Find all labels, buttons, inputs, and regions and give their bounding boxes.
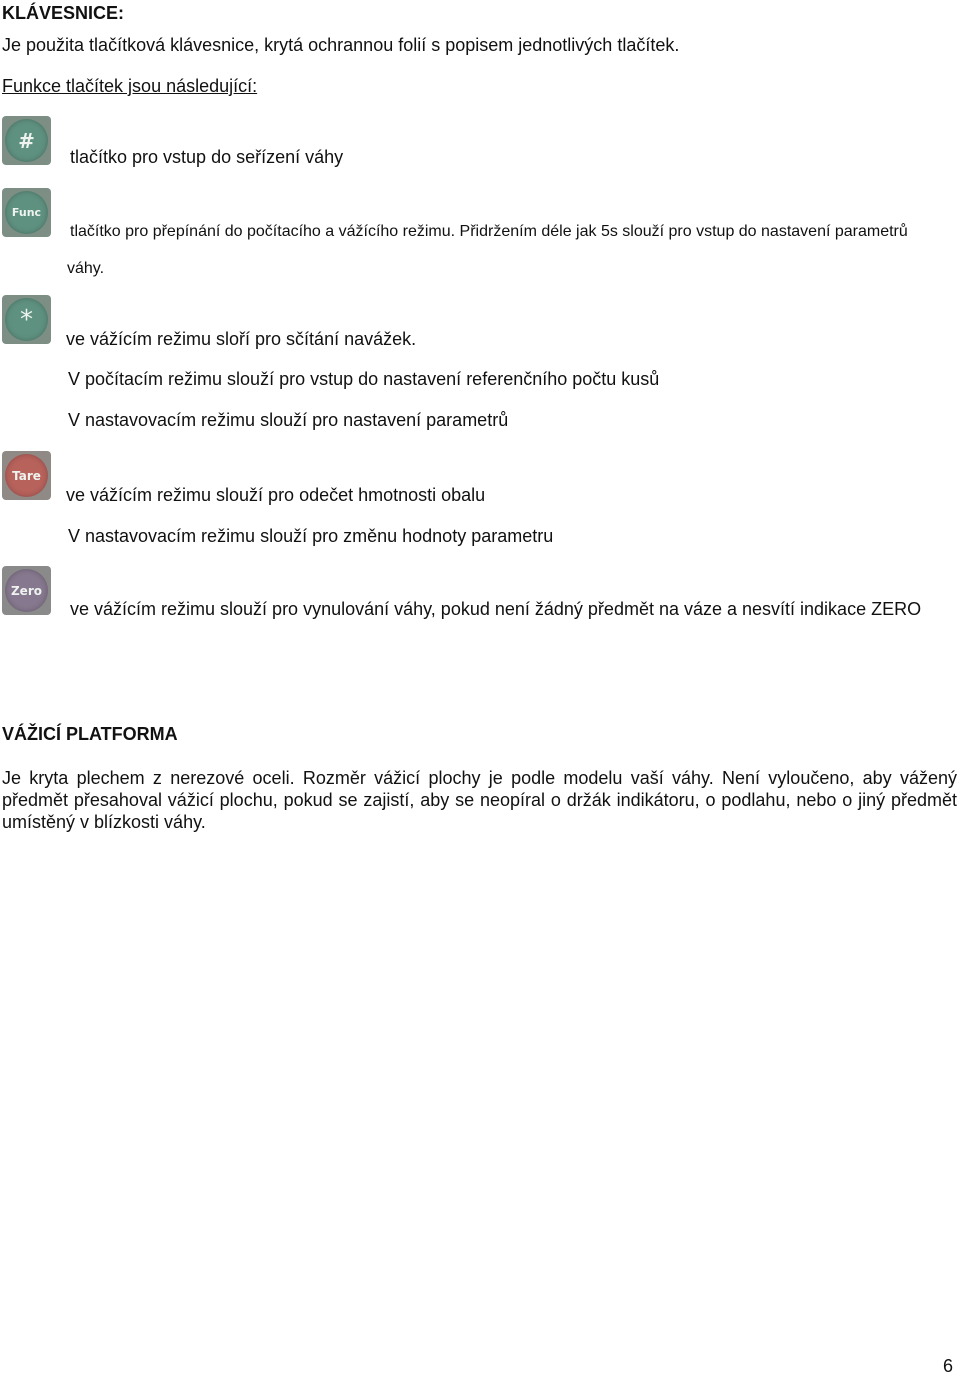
- tare-key-cap: Tare: [5, 454, 48, 497]
- platform-heading: VÁŽICÍ PLATFORMA: [2, 724, 178, 744]
- asterisk-key-description: ve vážícím režimu sloří pro sčítání navážek.: [66, 329, 417, 349]
- hash-key-description: tlačítko pro vstup do seřízení váhy: [70, 147, 344, 167]
- page-number: 6: [943, 1356, 954, 1376]
- zero-key-icon: [2, 566, 51, 615]
- asterisk-key-counting: V počítacím režimu slouží pro vstup do nastavení referenčního počtu kusů: [68, 369, 660, 389]
- functions-label: Funkce tlačítek jsou následující:: [2, 76, 258, 96]
- func-key-cap: Func: [5, 191, 48, 234]
- zero-key-cap: Zero: [5, 569, 48, 612]
- keyboard-heading: KLÁVESNICE:: [2, 3, 125, 23]
- hash-key-icon: [2, 116, 51, 165]
- func-key-description: tlačítko pro přepínání do počítacího a vážícího režimu. Přidržením déle jak 5s slouží pro vstup do nastavení parametrů: [70, 223, 908, 240]
- platform-body: Je kryta plechem z nerezové oceli. Rozměr vážicí plochy je podle modelu vaší váhy. Není vyloučeno, aby vážený předmět přesahoval vážicí plochu, pokud se zajistí, aby se neopíral o držák indikátoru, o podlahu, nebo o jiný předmět umístěný v blízkosti váhy.: [2, 768, 957, 832]
- asterisk-key-icon: [2, 295, 51, 344]
- hash-key-cap: #: [5, 119, 48, 162]
- func-key-description-cont: váhy.: [67, 260, 105, 277]
- keyboard-intro: Je použita tlačítková klávesnice, krytá ochrannou folií s popisem jednotlivých tlačítek.: [2, 35, 680, 55]
- zero-key-description: ve vážícím režimu slouží pro vynulování váhy, pokud není žádný předmět na váze a nesvítí indikace ZERO: [70, 599, 922, 619]
- asterisk-key-settings: V nastavovacím režimu slouží pro nastavení parametrů: [68, 410, 509, 430]
- asterisk-key-cap: *: [5, 298, 48, 341]
- func-key-icon: [2, 188, 51, 237]
- tare-key-description: ve vážícím režimu slouží pro odečet hmotnosti obalu: [66, 485, 486, 505]
- tare-key-settings: V nastavovacím režimu slouží pro změnu hodnoty parametru: [68, 526, 554, 546]
- tare-key-icon: [2, 451, 51, 500]
